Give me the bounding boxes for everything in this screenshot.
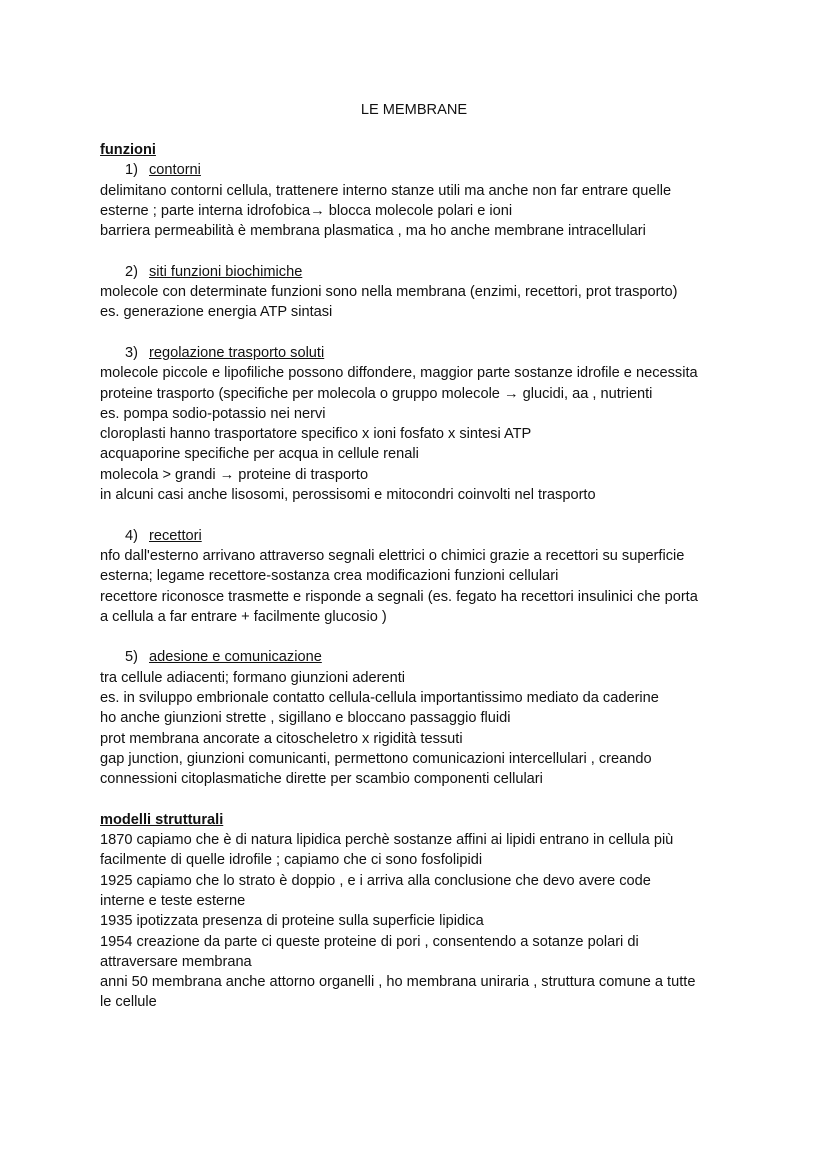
text-line: in alcuni casi anche lisosomi, perossisomi e mitocondri coinvolti nel trasporto (100, 487, 596, 504)
item-title: regolazione trasporto soluti (149, 344, 325, 361)
item-number: 1) (125, 162, 138, 179)
text-line: molecole piccole e lipofiliche possono diffondere, maggior parte sostanze idrofile e necessita (100, 365, 698, 382)
text-line: attraversare membrana (100, 953, 252, 970)
text-line: interne e teste esterne (100, 892, 246, 909)
item-heading (100, 262, 740, 282)
text-line: prot membrana ancorate a citoscheletro x rigidità tessuti (100, 730, 463, 747)
item-number: 4) (125, 527, 138, 544)
text-line: anni 50 membrana anche attorno organelli , ho membrana uniraria , struttura comune a tutte (100, 974, 696, 991)
item-heading (100, 526, 740, 546)
item-title: recettori (149, 527, 202, 544)
text-line: es. pompa sodio-potassio nei nervi (100, 405, 326, 422)
item-title: siti funzioni biochimiche (149, 263, 303, 280)
text-line: esterna; legame recettore-sostanza crea modificazioni funzioni cellulari (100, 568, 559, 585)
item-heading (100, 160, 740, 180)
text-line: acquaporine specifiche per acqua in cellule renali (100, 446, 419, 463)
funzioni-list (100, 160, 740, 789)
text-line: ho anche giunzioni strette , sigillano e bloccano passaggio fluidi (100, 710, 511, 727)
item-heading (100, 343, 740, 363)
text-line: barriera permeabilità è membrana plasmatica , ma ho anche membrane intracellulari (100, 223, 646, 240)
modelli-list (100, 830, 740, 1013)
text-line: connessioni citoplasmatiche dirette per scambio componenti cellulari (100, 771, 543, 788)
item-title: contorni (149, 162, 201, 179)
text-line: 1935 ipotizzata presenza di proteine sulla superficie lipidica (100, 913, 484, 930)
text-line: cloroplasti hanno trasportatore specifico x ioni fosfato x sintesi ATP (100, 426, 532, 443)
item-number: 3) (125, 344, 138, 361)
text-line: esterne ; parte interna idrofobica→ blocca molecole polari e ioni (100, 202, 513, 219)
section-heading-funzioni: funzioni (100, 142, 156, 158)
text-line: facilmente di quelle idrofile ; capiamo che ci sono fosfolipidi (100, 852, 483, 869)
section-heading-modelli: modelli strutturali (100, 811, 224, 828)
text-line: nfo dall'esterno arrivano attraverso segnali elettrici o chimici grazie a recettori su superficie (100, 547, 685, 564)
page-title: LE MEMBRANE (360, 102, 468, 118)
document-body (100, 140, 740, 1013)
text-line: recettore riconosce trasmette e risponde a segnali (es. fegato ha recettori insulinici che porta (100, 588, 698, 605)
item-number: 5) (125, 649, 138, 666)
text-line: gap junction, giunzioni comunicanti, permettono comunicazioni intercellulari , creando (100, 750, 652, 767)
text-line: es. in sviluppo embrionale contatto cellula-cellula importantissimo mediato da caderine (100, 690, 659, 707)
text-line: 1954 creazione da parte ci queste proteine di pori , consentendo a sotanze polari di (100, 933, 639, 950)
text-line: proteine trasporto (specifiche per molecola o gruppo molecole → glucidi, aa , nutrienti (100, 385, 653, 402)
item-heading (100, 647, 740, 667)
text-line: 1925 capiamo che lo strato è doppio , e i arriva alla conclusione che devo avere code (100, 872, 651, 889)
text-line: delimitano contorni cellula, trattenere interno stanze utili ma anche non far entrare quelle (100, 182, 672, 199)
text-line: molecole con determinate funzioni sono nella membrana (enzimi, recettori, prot trasporto) (100, 284, 678, 301)
item-number: 2) (125, 263, 138, 280)
text-line: tra cellule adiacenti; formano giunzioni aderenti (100, 669, 406, 686)
text-line: le cellule (100, 994, 157, 1011)
text-line: a cellula a far entrare + facilmente glucosio ) (100, 608, 387, 625)
text-line: es. generazione energia ATP sintasi (100, 304, 333, 321)
text-line: molecola > grandi → proteine di trasporto (100, 466, 369, 483)
text-line: 1870 capiamo che è di natura lipidica perchè sostanze affini ai lipidi entrano in cellula più (100, 832, 674, 849)
item-title: adesione e comunicazione (149, 649, 322, 666)
